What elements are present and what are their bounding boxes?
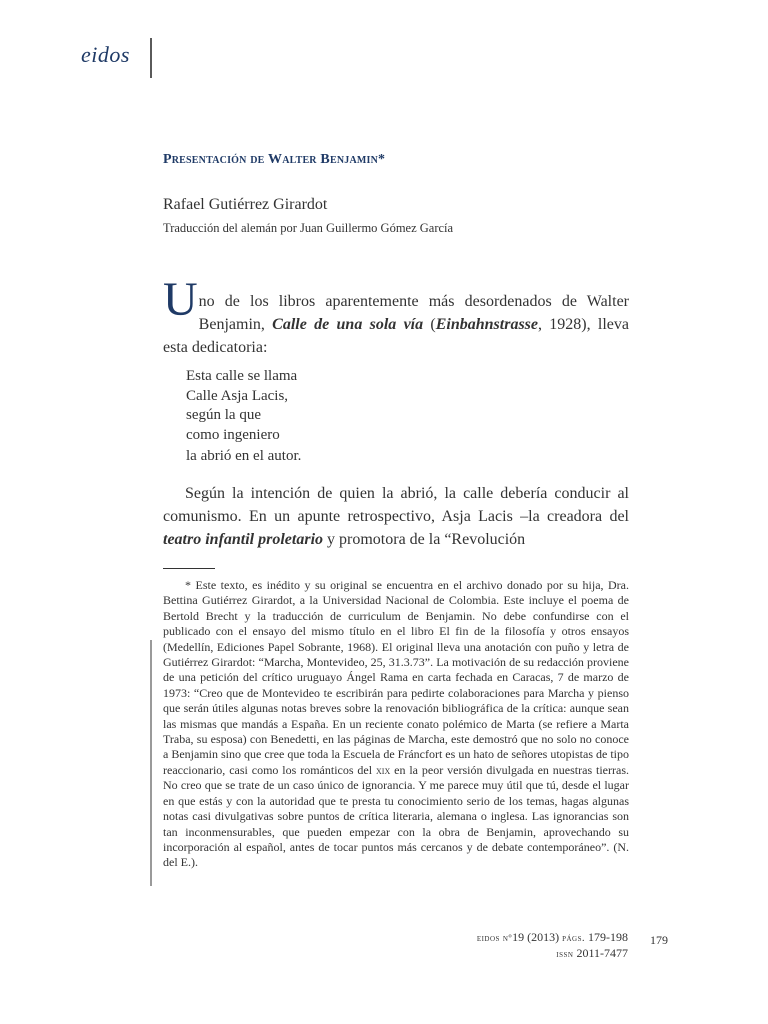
paragraph-1 bbox=[163, 273, 629, 359]
footnote-text-b: en la peor versión divulgada en nuestras tierras. No creo que se trate de un caso único de ignorancia. Y me parece muy útil que tú, desde el lugar en que estás y con la autoridad que te presta tu conocimiento serio de los temas, hagas algunas notas casi divulgativas sobre puntos de crítica literaria, alemana o inglesa. Las ignorancias son tan inconmensurables, que pueden empezar con la obra de Benjamin, aprovechando su incorporación al español, antes de tocar puntos más cercanos y de debate contemporáneo”. (N. del E.). bbox=[163, 762, 630, 870]
poem-line: según la que bbox=[186, 407, 261, 423]
poem-line: Calle Asja Lacis, bbox=[186, 387, 289, 404]
p2-text-a: Según la intención de quien la abrió, la calle debería conducir al comunismo. En un apunte retrospectivo, Asja Lacis –la creadora del bbox=[163, 485, 629, 525]
poem-line: Esta calle se llama bbox=[186, 368, 298, 384]
journal-logo: eidos bbox=[81, 42, 130, 67]
article-author: Rafael Gutiérrez Girardot bbox=[163, 196, 328, 213]
journal-issue: 19 (2013) bbox=[512, 930, 560, 944]
footnote-century: xix bbox=[376, 762, 391, 777]
footnote-separator bbox=[163, 568, 215, 569]
issn-label: issn bbox=[556, 949, 574, 960]
journal-citation bbox=[477, 930, 628, 962]
paragraph-2 bbox=[163, 482, 629, 551]
translation-credit: Traducción del alemán por Juan Guillermo Gómez García bbox=[163, 221, 454, 235]
original-title: Einbahnstrasse bbox=[435, 316, 538, 333]
p1-text-c: , 1928), lleva esta dedicatoria: bbox=[163, 316, 629, 356]
p2-text-b: y promotora de la “Revolución bbox=[323, 531, 526, 548]
pages-label: págs. bbox=[562, 933, 585, 944]
footnote-text-a: * Este texto, es inédito y su original se encuentra en el archivo donado por su hija, Dra. Bettina Gutiérrez Girardot, a la Universidad Nacional de Colombia. Este incluye el poema de Bertold Brecht y la traducción de curriculum de Benjamin. No debe confundirse con el publicado con el ensayo del mismo título en el libro El fin de la filosofía y otros ensayos (Medellín, Ediciones Papel Sobrante, 1968). El original lleva una anotación con puño y letra de Gutiérrez Girardot: “Marcha, Montevideo, 25, 31.3.73”. La motivación de su redacción proviene de una petición del crítico uruguayo Ángel Rama en carta fechada en Caracas, 7 de marzo de 1973: “Creo que de Montevideo te escribirán para pedirte colaboraciones para Marcha y pienso que serán útiles algunas notas breves sobre la renovación bibliográfica de la crítica: aunque sean las mismas que mandás a España. En un reciente conato polémico de Marta (se refiere a Marta Traba, su esposa) con Benedetti, en las páginas de Marcha, este demostró que no solo no conoce a Benjamin sino que cree que toda la Escuela de Fráncfort es un hato de señores utopistas de tipo reaccionario, casi como los románticos del bbox=[163, 578, 629, 777]
header-divider bbox=[150, 38, 152, 78]
p1-text-b: ( bbox=[423, 316, 436, 333]
dedication-poem bbox=[186, 367, 301, 467]
poem-line: como ingeniero bbox=[186, 426, 280, 443]
page-number: 179 bbox=[650, 933, 668, 947]
p1-text-a: no de los libros aparentemente más desordenados de Walter Benjamin, bbox=[198, 293, 629, 333]
journal-name: eidos nº bbox=[476, 933, 513, 944]
footnote bbox=[163, 578, 629, 871]
pages-range: 179-198 bbox=[588, 930, 628, 944]
poem-line: la abrió en el autor. bbox=[186, 448, 302, 464]
emphasis-term: teatro infantil proletario bbox=[163, 531, 324, 548]
issn-number: 2011-7477 bbox=[576, 946, 628, 960]
margin-rule bbox=[150, 640, 152, 886]
drop-cap: U bbox=[163, 273, 198, 326]
journal-line-1 bbox=[477, 930, 628, 946]
article-title: Presentación de Walter Benjamin* bbox=[163, 152, 386, 167]
journal-line-2 bbox=[477, 946, 628, 962]
book-title: Calle de una sola vía bbox=[272, 316, 424, 333]
